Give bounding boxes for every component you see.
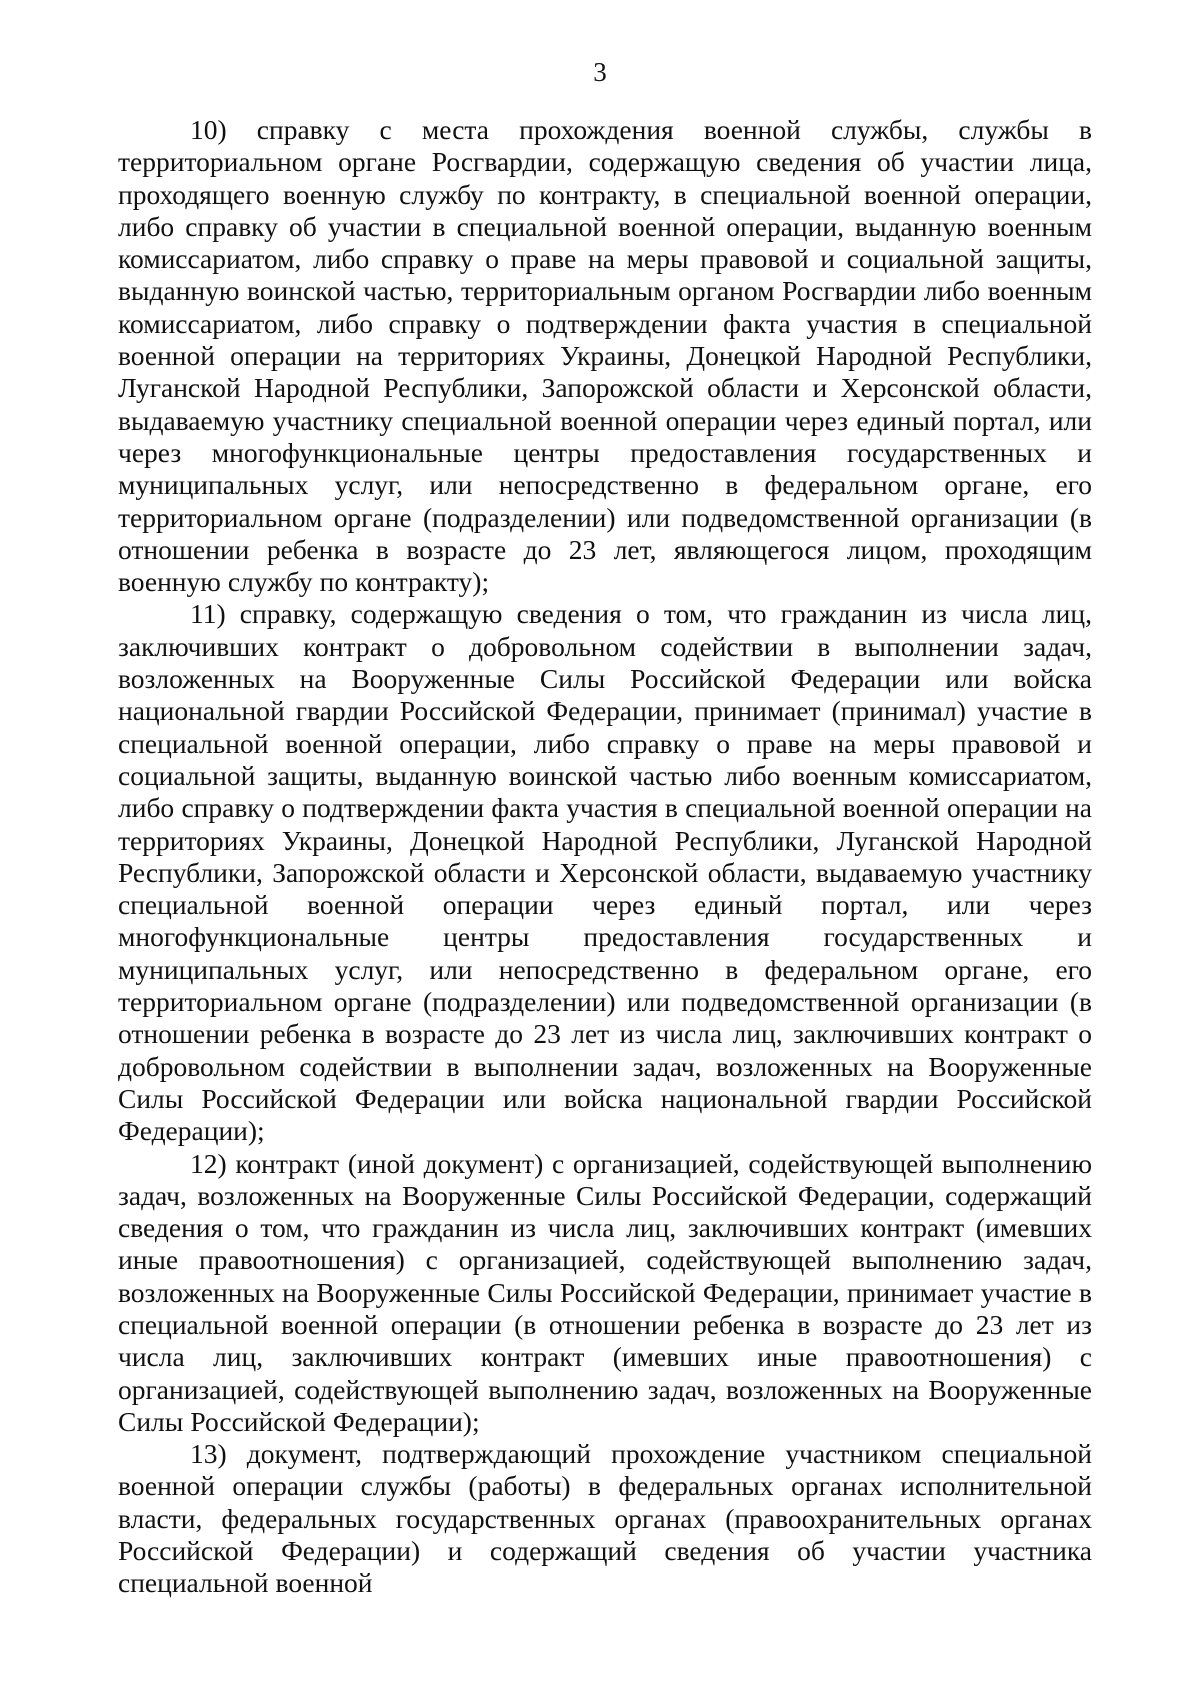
list-item-13: 13) документ, подтверждающий прохождение участником специальной военной операции службы (работы) в федеральных органах исполнительной власти, федеральных государственных органах (правоохранительных органах Российской Федерации) и содержащий сведения об участии участника специальной военной — [118, 1438, 1092, 1599]
document-body — [118, 114, 1092, 1600]
list-item-10: 10) справку с места прохождения военной службы, службы в территориальном органе Росгвардии, содержащую сведения об участии лица, проходящего военную службу по контракту, в специальной военной операции, либо справку об участии в специальной военной операции, выданную военным комиссариатом, либо справку о праве на меры правовой и социальной защиты, выданную воинской частью, территориальным органом Росгвардии либо военным комиссариатом, либо справку о подтверждении факта участия в специальной военной операции на территориях Украины, Донецкой Народной Республики, Луганской Народной Республики, Запорожской области и Херсонской области, выдаваемую участнику специальной военной операции через единый портал, или через многофункциональные центры предоставления государственных и муниципальных услуг, или непосредственно в федеральном органе, его территориальном органе (подразделении) или подведомственной организации (в отношении ребенка в возрасте до 23 лет, являющегося лицом, проходящим военную службу по контракту); — [118, 114, 1092, 598]
list-item-11: 11) справку, содержащую сведения о том, что гражданин из числа лиц, заключивших контракт о добровольном содействии в выполнении задач, возложенных на Вооруженные Силы Российской Федерации или войска национальной гвардии Российской Федерации, принимает (принимал) участие в специальной военной операции, либо справку о праве на меры правовой и социальной защиты, выданную воинской частью либо военным комиссариатом, либо справку о подтверждении факта участия в специальной военной операции на территориях Украины, Донецкой Народной Республики, Луганской Народной Республики, Запорожской области и Херсонской области, выдаваемую участнику специальной военной операции через единый портал, или через многофункциональные центры предоставления государственных и муниципальных услуг, или непосредственно в федеральном органе, его территориальном органе (подразделении) или подведомственной организации (в отношении ребенка в возрасте до 23 лет из числа лиц, заключивших контракт о добровольном содействии в выполнении задач, возложенных на Вооруженные Силы Российской Федерации или войска национальной гвардии Российской Федерации); — [118, 598, 1092, 1147]
list-item-12: 12) контракт (иной документ) с организацией, содействующей выполнению задач, возложенных на Вооруженные Силы Российской Федерации, содержащий сведения о том, что гражданин из числа лиц, заключивших контракт (имевших иные правоотношения) с организацией, содействующей выполнению задач, возложенных на Вооруженные Силы Российской Федерации, принимает участие в специальной военной операции (в отношении ребенка в возрасте до 23 лет из числа лиц, заключивших контракт (имевших иные правоотношения) с организацией, содействующей выполнению задач, возложенных на Вооруженные Силы Российской Федерации); — [118, 1147, 1092, 1437]
page-number: 3 — [593, 57, 607, 87]
